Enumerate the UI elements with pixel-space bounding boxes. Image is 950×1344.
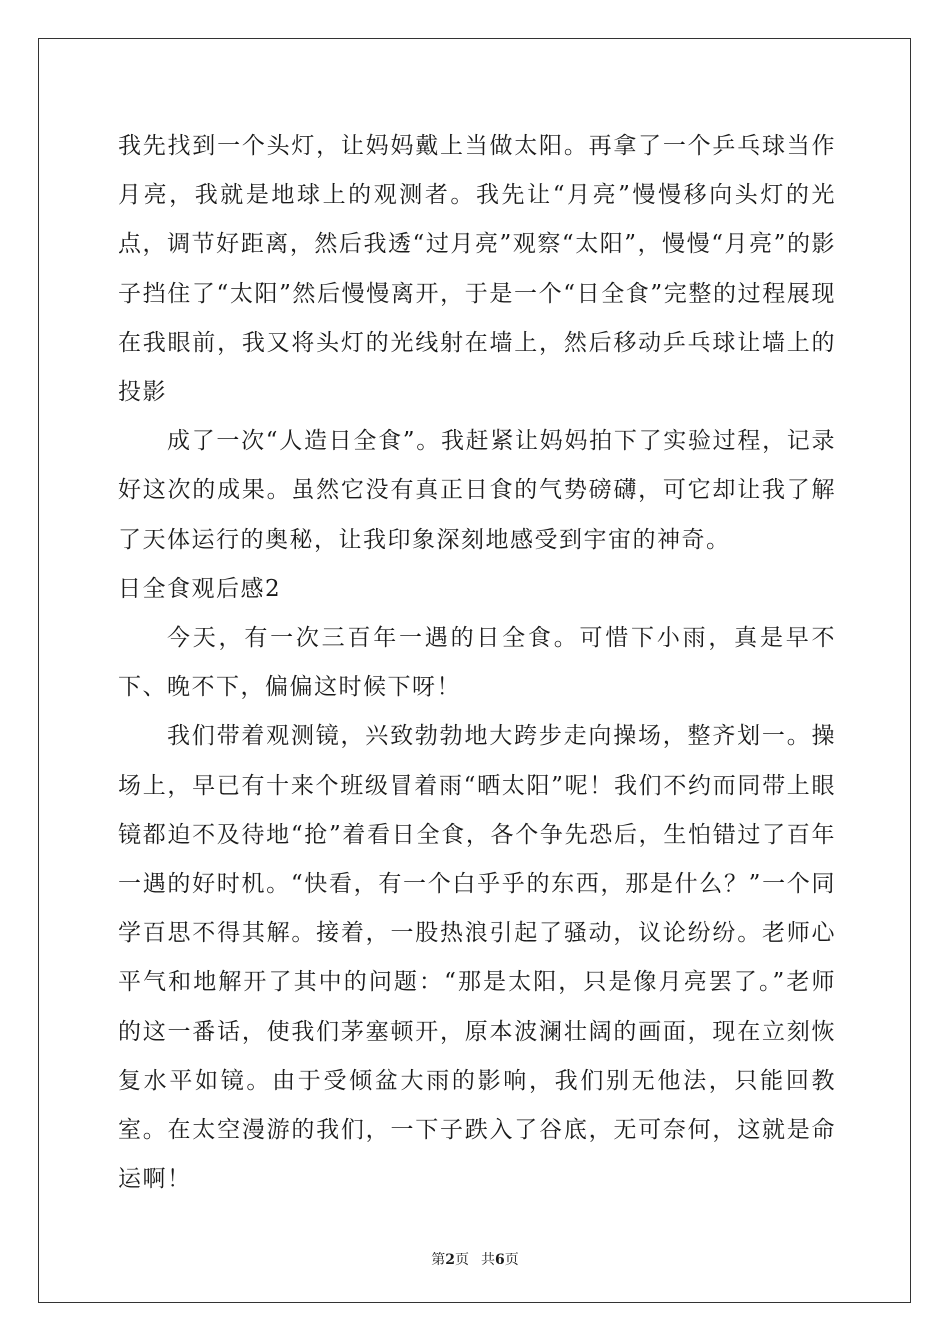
paragraph-4: 我们带着观测镜，兴致勃勃地大跨步走向操场，整齐划一。操场上，早已有十来个班级冒着雨“晒太阳”呢！我们不约而同带上眼镜都迫不及待地“抢”着看日全食，各个争先恐后，生怕错过了百年一遇的好时机。“快看，有一个白乎乎的东西，那是什么？”一个同学百思不得其解。接着，一股热浪引起了骚动，议论纷纷。老师心平气和地解开了其中的问题：“那是太阳，只是像月亮罢了。”老师的这一番话，使我们茅塞顿开，原本波澜壮阔的画面，现在立刻恢复水平如镜。由于受倾盆大雨的影响，我们别无他法，只能回教室。在太空漫游的我们，一下子跌入了谷底，无可奈何，这就是命运啊！: [118, 723, 836, 1193]
total-prefix: 共: [481, 1252, 495, 1268]
page-number: 2: [445, 1252, 455, 1268]
total-pages: 6: [495, 1252, 505, 1268]
page-footer: [0, 1249, 950, 1269]
page-prefix: 第: [431, 1252, 446, 1268]
paragraph-2: 成了一次“人造日全食”。我赶紧让妈妈拍下了实验过程，记录好这次的成果。虽然它没有真正日食的气势磅礴，可它却让我了解了天体运行的奥秘，让我印象深刻地感受到宇宙的神奇。: [118, 428, 836, 553]
paragraph-3: 今天，有一次三百年一遇的日全食。可惜下小雨，真是早不下、晚不下，偏偏这时候下呀！: [118, 625, 836, 701]
section-heading: 日全食观后感2: [118, 575, 282, 602]
total-suffix: 页: [504, 1252, 519, 1268]
document-body: [118, 122, 836, 1204]
page-suffix: 页: [455, 1252, 469, 1268]
paragraph-1: 我先找到一个头灯，让妈妈戴上当做太阳。再拿了一个乒乓球当作月亮，我就是地球上的观测者。我先让“月亮”慢慢移向头灯的光点，调节好距离，然后我透“过月亮”观察“太阳”，慢慢“月亮”的影子挡住了“太阳”然后慢慢离开，于是一个“日全食”完整的过程展现在我眼前，我又将头灯的光线射在墙上，然后移动乒乓球让墙上的投影: [118, 133, 836, 406]
